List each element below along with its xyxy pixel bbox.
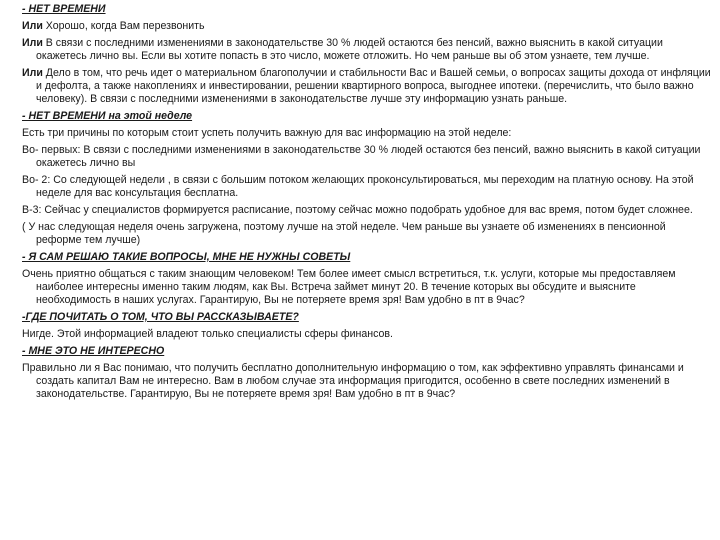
paragraph-reason-2: Во- 2: Со следующей недели , в связи с большим потоком желающих проконсультироваться, мы переходим на платную основу. На этой неделе для вас консультация бесплатна.: [22, 174, 694, 199]
paragraph-text: Хорошо, когда Вам перезвонить: [42, 20, 205, 32]
or-label: Или: [22, 67, 43, 79]
paragraph-knowledgeable-person: Очень приятно общаться с таким знающим человеком! Тем более имеет смысл встретиться, т.к. услуги, которые мы предоставляем наиболее интересны именно таким людям, как Вы. Встреча займет минут 20. В течение которых вы обсудите и выясните необходимость в наших услугах. Гарантирую, Вы не потеряете время зря! Вам удобно в пт в 9час?: [22, 268, 676, 306]
paragraph-three-reasons: Есть три причины по которым стоит успеть получить важную для вас информацию на этой неделе:: [22, 127, 512, 139]
paragraph-reason-1: Во- первых: В связи с последними изменениями в законодательстве 30 % людей остаются без пенсий, важно выяснить в какой ситуации окажетесь лично вы: [22, 144, 701, 169]
paragraph-call-back: [22, 20, 712, 33]
document-page: [22, 3, 712, 405]
heading-no-time-this-week: - НЕТ ВРЕМЕНИ на этой неделе: [22, 110, 193, 122]
or-label: Или: [22, 37, 43, 49]
heading-decide-myself: - Я САМ РЕШАЮ ТАКИЕ ВОПРОСЫ, МНЕ НЕ НУЖНЫ СОВЕТЫ: [22, 251, 351, 263]
paragraph-reason-3: В-3: Сейчас у специалистов формируется расписание, поэтому сейчас можно подобрать удобное для вас время, потом будет сложнее.: [22, 204, 693, 216]
paragraph-text: В связи с последними изменениями в законодательстве 30 % людей остаются без пенсий, важно выяснить в какой ситуации окажетесь лично вы. Если вы хотите попасть в это число, можете отложить. Но чем раньше вы об этом узнаете, тем лучше.: [36, 37, 663, 62]
paragraph-busy-week: ( У нас следующая неделя очень загружена, поэтому лучше на этой неделе. Чем раньше вы узнаете об изменениях в пенсионной реформе тем лучше): [22, 221, 666, 246]
heading-where-to-read: -ГДЕ ПОЧИТАТЬ О ТОМ, ЧТО ВЫ РАССКАЗЫВАЕТЕ?: [22, 311, 299, 323]
heading-not-interested: - МНЕ ЭТО НЕ ИНТЕРЕСНО: [22, 345, 165, 357]
paragraph-wellbeing: [22, 67, 712, 106]
paragraph-text: Дело в том, что речь идет о материальном благополучии и стабильности Вас и Вашей семьи, о вопросах защиты дохода от инфляции и дефолта, а также накоплениях и инвестировании, решении квартирного вопроса, выгоднее ипотеки. (перечислить, что было важно человеку). В связи с последними изменениями в законодательстве лучше эту информацию узнать раньше.: [36, 67, 711, 105]
paragraph-legislation: [22, 37, 712, 63]
paragraph-nowhere: Нигде. Этой информацией владеют только специалисты сферы финансов.: [22, 328, 393, 340]
heading-no-time: - НЕТ ВРЕМЕНИ: [22, 3, 106, 15]
or-label: Или: [22, 20, 43, 32]
paragraph-understand-you: Правильно ли я Вас понимаю, что получить бесплатно дополнительную информацию о том, как эффективно управлять финансами и создать капитал Вам не интересно. Вам в любом случае эта информация пригодится, особенно в свете последних изменений в законодательстве. Гарантирую, Вы не потеряете время зря! Вам удобно в пт в 9час?: [22, 362, 684, 400]
